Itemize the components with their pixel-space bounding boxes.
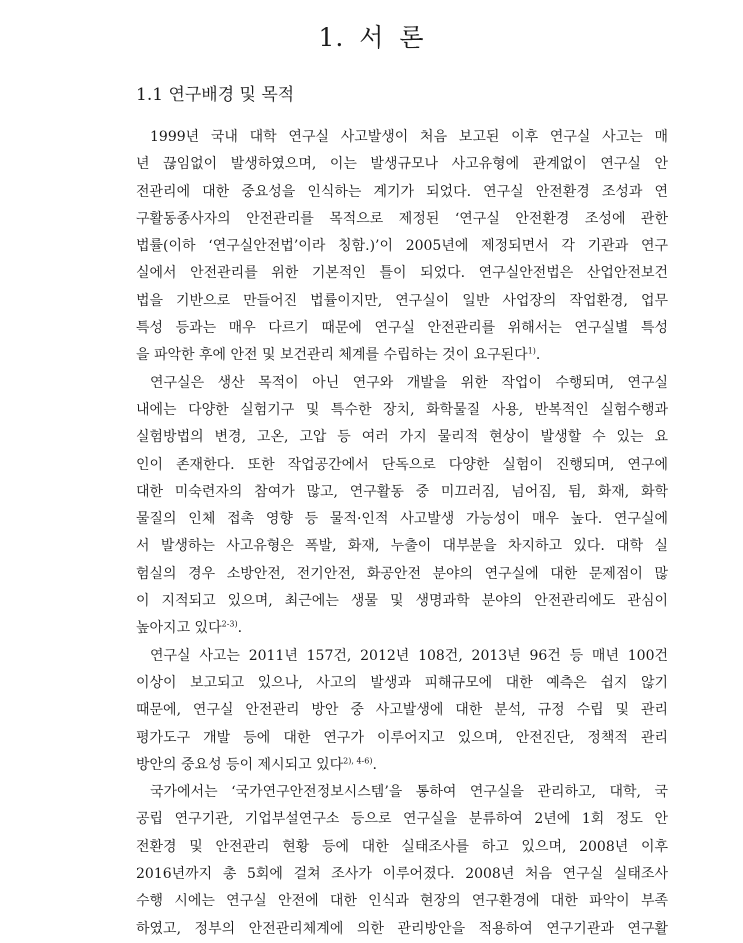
- text-line: 전환경 및 안전관리 현황 등에 대한 실태조사를 하고 있으며, 2008년 이후: [136, 838, 668, 855]
- text-line-last: [136, 752, 668, 779]
- text-line: 연구실 사고는 2011년 157건, 2012년 108건, 2013년 96건 등 매년 100건: [150, 647, 668, 664]
- text-line: 구활동종사자의 안전관리를 목적으로 제정된 ‘연구실 안전환경 조성에 관한: [136, 210, 668, 227]
- paragraph-3: [136, 643, 668, 779]
- text-line: 물질의 인체 접촉 영향 등 물적·인적 사고발생 가능성이 매우 높다. 연구실에: [136, 511, 668, 528]
- text-line: 방안의 중요성 등이 제시되고 있다: [136, 756, 344, 773]
- text-line: 하였고, 정부의 안전관리체계에 의한 관리방안을 적용하여 연구기관과 연구활: [136, 920, 668, 937]
- text-line: 국가에서는 ‘국가연구안전정보시스템’을 통하여 연구실을 관리하고, 대학, 국: [150, 784, 668, 801]
- body-text: [136, 124, 668, 943]
- text-line: 대한 미숙련자의 참여가 많고, 연구활동 중 미끄러짐, 넘어짐, 뒴, 화재, 화학: [136, 483, 668, 500]
- text-line: 이상이 보고되고 있으나, 사고의 발생과 피해규모에 대한 예측은 쉽지 않기: [136, 674, 668, 691]
- text-line: 인이 존재한다. 또한 작업공간에서 단독으로 다양한 실험이 진행되며, 연구에: [136, 456, 668, 473]
- text-line: 법을 기반으로 만들어진 법률이지만, 연구실이 일반 사업장의 작업환경, 업무: [136, 292, 668, 309]
- text-line: 법률(이하 ‘연구실안전법’이라 칭함.)’이 2005년에 제정되면서 각 기관과 연구: [136, 238, 668, 255]
- paragraph-1: [136, 124, 668, 370]
- text-line: 을 파악한 후에 안전 및 보건관리 체계를 수립하는 것이 요구된다: [136, 347, 528, 364]
- citation-ref: 2-3): [221, 619, 238, 629]
- text-line: 실에서 안전관리를 위한 기본적인 틀이 되었다. 연구실안전법은 산업안전보건: [136, 265, 668, 282]
- paragraph-4: [136, 779, 668, 943]
- text-line: 험실의 경우 소방안전, 전기안전, 화공안전 분야의 연구실에 대한 문제점이 많: [136, 565, 668, 582]
- sentence-end: .: [237, 620, 243, 637]
- citation-ref: 2), 4-6): [343, 756, 373, 766]
- text-line: 2016년까지 총 5회에 걸쳐 조사가 이루어졌다. 2008년 처음 연구실 실태조사: [136, 866, 668, 883]
- text-line: 평가도구 개발 등에 대한 연구가 이루어지고 있으며, 안전진단, 정책적 관리: [136, 729, 668, 746]
- section-heading: 1.1 연구배경 및 목적: [136, 85, 295, 105]
- text-line: 특성 등과는 매우 다르기 때문에 연구실 안전관리를 위해서는 연구실별 특성: [136, 320, 668, 337]
- text-line: 서 발생하는 사고유형은 폭발, 화재, 누출이 대부분을 차지하고 있다. 대학 실: [136, 538, 668, 555]
- sentence-end: .: [372, 756, 377, 773]
- text-line: 전관리에 대한 중요성을 인식하는 계기가 되었다. 연구실 안전환경 조성과 연: [136, 183, 668, 200]
- text-line: 내에는 다양한 실험기구 및 특수한 장치, 화학물질 사용, 반복적인 실험수행과: [136, 401, 668, 418]
- text-line: 년 끊임없이 발생하였으며, 이는 발생규모나 사고유형에 관계없이 연구실 안: [136, 156, 668, 173]
- text-line-last: [136, 615, 668, 642]
- chapter-title: 1. 서 론: [318, 23, 425, 52]
- text-line: 1999년 국내 대학 연구실 사고발생이 처음 보고된 이후 연구실 사고는 매: [150, 129, 668, 145]
- text-line: 연구실은 생산 목적이 아닌 연구와 개발을 위한 작업이 수행되며, 연구실: [150, 374, 668, 391]
- text-line: 이 지적되고 있으며, 최근에는 생물 및 생명과학 분야의 안전관리에도 관심이: [136, 593, 668, 610]
- sentence-end: .: [535, 347, 541, 364]
- text-line: 실험방법의 변경, 고온, 고압 등 여러 가지 물리적 현상이 발생할 수 있는 요: [136, 429, 668, 446]
- text-line: 공립 연구기관, 기업부설연구소 등으로 연구실을 분류하여 2년에 1회 정도 안: [136, 811, 668, 828]
- text-line: 수행 시에는 연구실 안전에 대한 인식과 현장의 연구환경에 대한 파악이 부족: [136, 893, 668, 910]
- citation-ref: 1): [527, 346, 536, 356]
- paragraph-2: [136, 370, 668, 643]
- text-line-last: [136, 342, 668, 369]
- text-line: 높아지고 있다: [136, 620, 222, 637]
- text-line: 때문에, 연구실 안전관리 방안 중 사고발생에 대한 분석, 규정 수립 및 관리: [136, 702, 668, 719]
